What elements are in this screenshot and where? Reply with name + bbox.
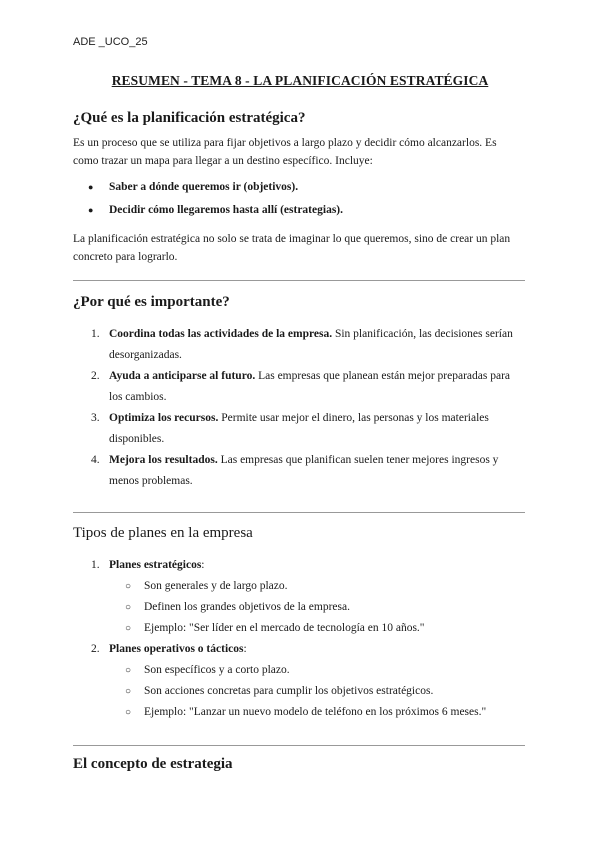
numbered-item xyxy=(73,408,523,450)
bullet-item: ● Saber a dónde queremos ir (objetivos). xyxy=(73,176,523,199)
section1-heading: ¿Qué es la planificación estratégica? xyxy=(73,110,306,126)
section-divider xyxy=(73,280,525,281)
numbered-item xyxy=(73,450,523,492)
item-bold-text: Ayuda a anticiparse al futuro. xyxy=(109,370,256,382)
item-text: Las empresas que planifican suelen tener mejores ingresos y menos problemas. xyxy=(109,454,499,487)
numbered-item xyxy=(73,555,523,639)
circle-bullet-icon: ○ xyxy=(125,602,132,613)
numbered-item xyxy=(73,324,523,366)
item-bold-text: Planes estratégicos xyxy=(109,559,202,571)
sub-item xyxy=(73,681,523,702)
item-bold-text: Mejora los resultados. xyxy=(109,454,218,466)
section2-numbered-list xyxy=(73,324,523,492)
sub-item xyxy=(73,660,523,681)
numbered-item xyxy=(73,366,523,408)
item-suffix: : xyxy=(243,643,247,655)
section3-numbered-list xyxy=(73,555,523,723)
item-bold-text: Coordina todas las actividades de la empresa. xyxy=(109,328,333,340)
item-number: 1. xyxy=(91,328,100,340)
circle-bullet-icon: ○ xyxy=(125,623,132,634)
item-number: 2. xyxy=(91,643,100,655)
sub-item-text: Ejemplo: "Lanzar un nuevo modelo de teléfono en los próximos 6 meses." xyxy=(144,706,487,718)
item-text: Permite usar mejor el dinero, las personas y los materiales disponibles. xyxy=(109,412,489,445)
sub-item-text: Son específicos y a corto plazo. xyxy=(144,664,290,676)
section2-heading: ¿Por qué es importante? xyxy=(73,294,230,310)
document-code: ADE _UCO_25 xyxy=(73,36,148,48)
circle-bullet-icon: ○ xyxy=(125,686,132,697)
section4-heading: El concepto de estrategia xyxy=(73,756,233,772)
item-text: Las empresas que planean están mejor preparadas para los cambios. xyxy=(109,370,511,403)
item-number: 2. xyxy=(91,370,100,382)
item-suffix: : xyxy=(201,559,205,571)
sub-item xyxy=(73,618,523,639)
circle-bullet-icon: ○ xyxy=(125,665,132,676)
bullet-item: ● Decidir cómo llegaremos hasta allí (estrategias). xyxy=(73,199,523,222)
item-text: Sin planificación, las decisiones serían desorganizadas. xyxy=(109,328,513,361)
item-number: 1. xyxy=(91,559,100,571)
circle-bullet-icon: ○ xyxy=(125,581,132,592)
section1-bullet-list xyxy=(73,176,523,222)
sub-item xyxy=(73,576,523,597)
section1-outro: La planificación estratégica no solo se trata de imaginar lo que queremos, sino de crear un plan concreto para lograrlo. xyxy=(73,233,511,263)
section-divider xyxy=(73,512,525,513)
section3 xyxy=(73,523,523,723)
section1-intro: Es un proceso que se utiliza para fijar objetivos a largo plazo y decidir cómo alcanzarlos. Es como trazar un mapa para llegar a un destino específico. Incluye: xyxy=(73,137,497,167)
circle-bullet-icon: ○ xyxy=(125,707,132,718)
item-number: 4. xyxy=(91,454,100,466)
item-bold-text: Optimiza los recursos. xyxy=(109,412,219,424)
sub-item-text: Son acciones concretas para cumplir los objetivos estratégicos. xyxy=(144,685,434,697)
sub-list xyxy=(109,576,523,639)
section3-heading: Tipos de planes en la empresa xyxy=(73,525,253,541)
item-number: 3. xyxy=(91,412,100,424)
numbered-item xyxy=(73,639,523,723)
sub-item xyxy=(73,597,523,618)
sub-item-text: Son generales y de largo plazo. xyxy=(144,580,288,592)
sub-list xyxy=(109,660,523,723)
document-content xyxy=(73,108,523,774)
document-title: RESUMEN - TEMA 8 - LA PLANIFICACIÓN ESTRATÉGICA xyxy=(111,73,489,88)
sub-item-text: Definen los grandes objetivos de la empresa. xyxy=(144,601,350,613)
section-divider xyxy=(73,745,525,746)
sub-item-text: Ejemplo: "Ser líder en el mercado de tecnología en 10 años." xyxy=(144,622,425,634)
sub-item xyxy=(73,702,523,723)
item-bold-text: Planes operativos o tácticos xyxy=(109,643,244,655)
